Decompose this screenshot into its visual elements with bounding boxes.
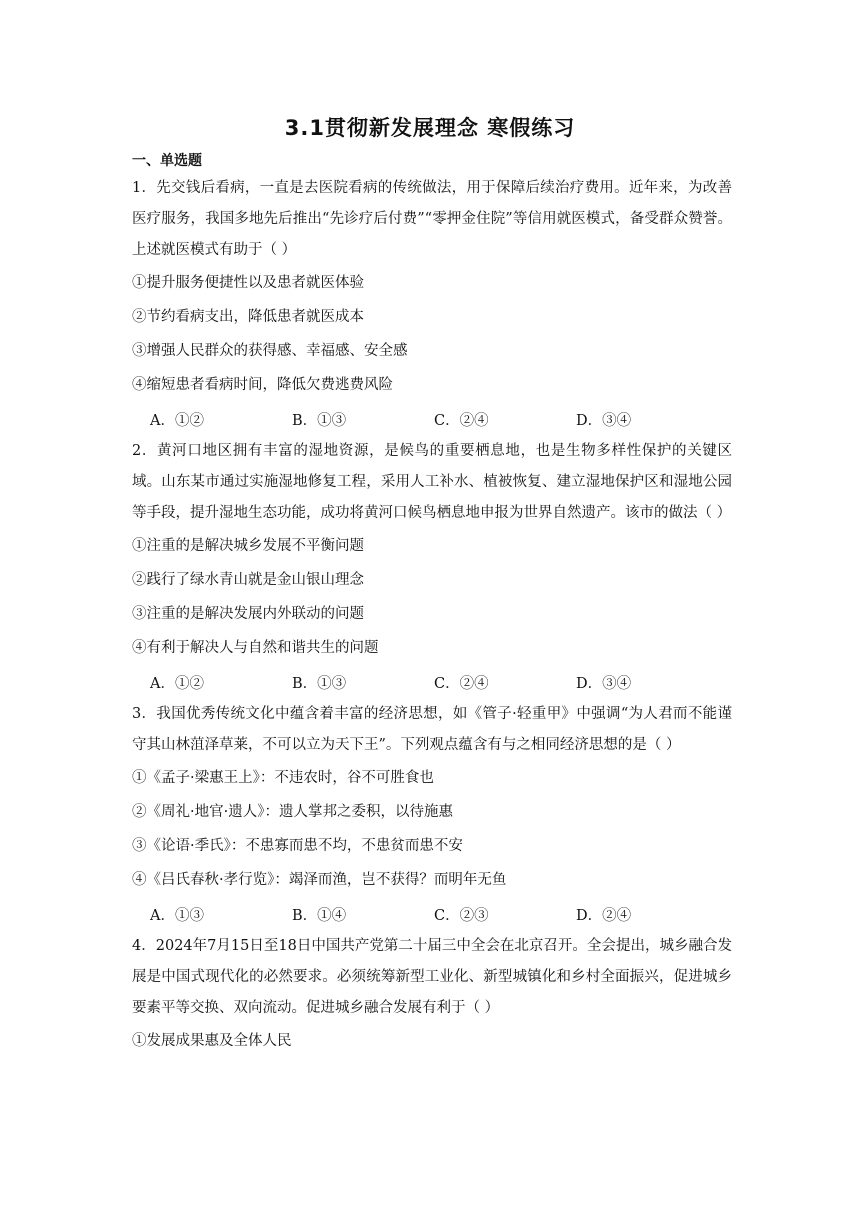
statement-option: ①注重的是解决城乡发展不平衡问题 xyxy=(132,538,364,554)
question-stem: 1．先交钱后看病，一直是去医院看病的传统做法，用于保障后续治疗费用。近年来，为改善医疗服务，我国多地先后推出“先诊疗后付费”“零押金住院”等信用就医模式，备受群众赞誉。上述就医模式有助于（ ） xyxy=(132,180,732,258)
answer-choices xyxy=(132,665,732,699)
statement-option: ④缩短患者看病时间，降低欠费逃费风险 xyxy=(132,377,393,393)
choice-c[interactable]: C．②④ xyxy=(434,675,489,692)
answer-choices xyxy=(132,402,732,436)
section-heading: 一、单选题 xyxy=(132,153,202,169)
question-2 xyxy=(132,436,732,699)
question-stem: 3．我国优秀传统文化中蕴含着丰富的经济思想，如《管子·轻重甲》中强调“为人君而不能谨守其山林菹泽草莱，不可以立为天下王”。下列观点蕴含有与之相同经济思想的是（ ） xyxy=(132,706,732,753)
statement-option: ①《孟子·梁惠王上》：不违农时，谷不可胜食也 xyxy=(132,770,434,786)
statement-option: ③《论语·季氏》：不患寡而患不均，不患贫而患不安 xyxy=(132,838,463,854)
choice-c[interactable]: C．②④ xyxy=(434,412,489,429)
statement-option: ③注重的是解决发展内外联动的问题 xyxy=(132,606,364,622)
answer-choices xyxy=(132,897,732,931)
question-4 xyxy=(132,931,732,1058)
choice-c[interactable]: C．②③ xyxy=(434,907,489,924)
choice-a[interactable]: A．①② xyxy=(150,412,204,429)
choice-a[interactable]: A．①② xyxy=(150,675,204,692)
question-list xyxy=(132,173,732,1058)
statement-option: ①发展成果惠及全体人民 xyxy=(132,1033,292,1049)
statement-option: ①提升服务便捷性以及患者就医体验 xyxy=(132,275,364,291)
choice-b[interactable]: B．①③ xyxy=(292,412,347,429)
statement-option: ②节约看病支出，降低患者就医成本 xyxy=(132,309,364,325)
choice-b[interactable]: B．①③ xyxy=(292,675,347,692)
statement-option: ②践行了绿水青山就是金山银山理念 xyxy=(132,572,364,588)
statement-option: ④有利于解决人与自然和谐共生的问题 xyxy=(132,640,379,656)
question-3 xyxy=(132,699,732,931)
statement-option: ④《吕氏春秋·孝行览》：竭泽而渔，岂不获得？而明年无鱼 xyxy=(132,872,507,888)
question-1 xyxy=(132,173,732,436)
question-stem: 4．2024年7月15日至18日中国共产党第二十届三中全会在北京召开。全会提出，城乡融合发展是中国式现代化的必然要求。必须统筹新型工业化、新型城镇化和乡村全面振兴，促进城乡要素平等交换、双向流动。促进城乡融合发展有利于（ ） xyxy=(132,938,732,1016)
choice-d[interactable]: D．③④ xyxy=(576,412,632,429)
page-title: 3.1贯彻新发展理念 寒假练习 xyxy=(284,116,576,140)
choice-d[interactable]: D．②④ xyxy=(576,907,632,924)
statement-option: ③增强人民群众的获得感、幸福感、安全感 xyxy=(132,343,408,359)
choice-a[interactable]: A．①③ xyxy=(150,907,204,924)
choice-d[interactable]: D．③④ xyxy=(576,675,632,692)
statement-option: ②《周礼·地官·遗人》：遗人掌邦之委积，以待施惠 xyxy=(132,804,453,820)
question-stem: 2．黄河口地区拥有丰富的湿地资源，是候鸟的重要栖息地，也是生物多样性保护的关键区域。山东某市通过实施湿地修复工程，采用人工补水、植被恢复、建立湿地保护区和湿地公园等手段，提升湿地生态功能，成功将黄河口候鸟栖息地申报为世界自然遗产。该市的做法（ ） xyxy=(132,443,732,521)
choice-b[interactable]: B．①④ xyxy=(292,907,347,924)
